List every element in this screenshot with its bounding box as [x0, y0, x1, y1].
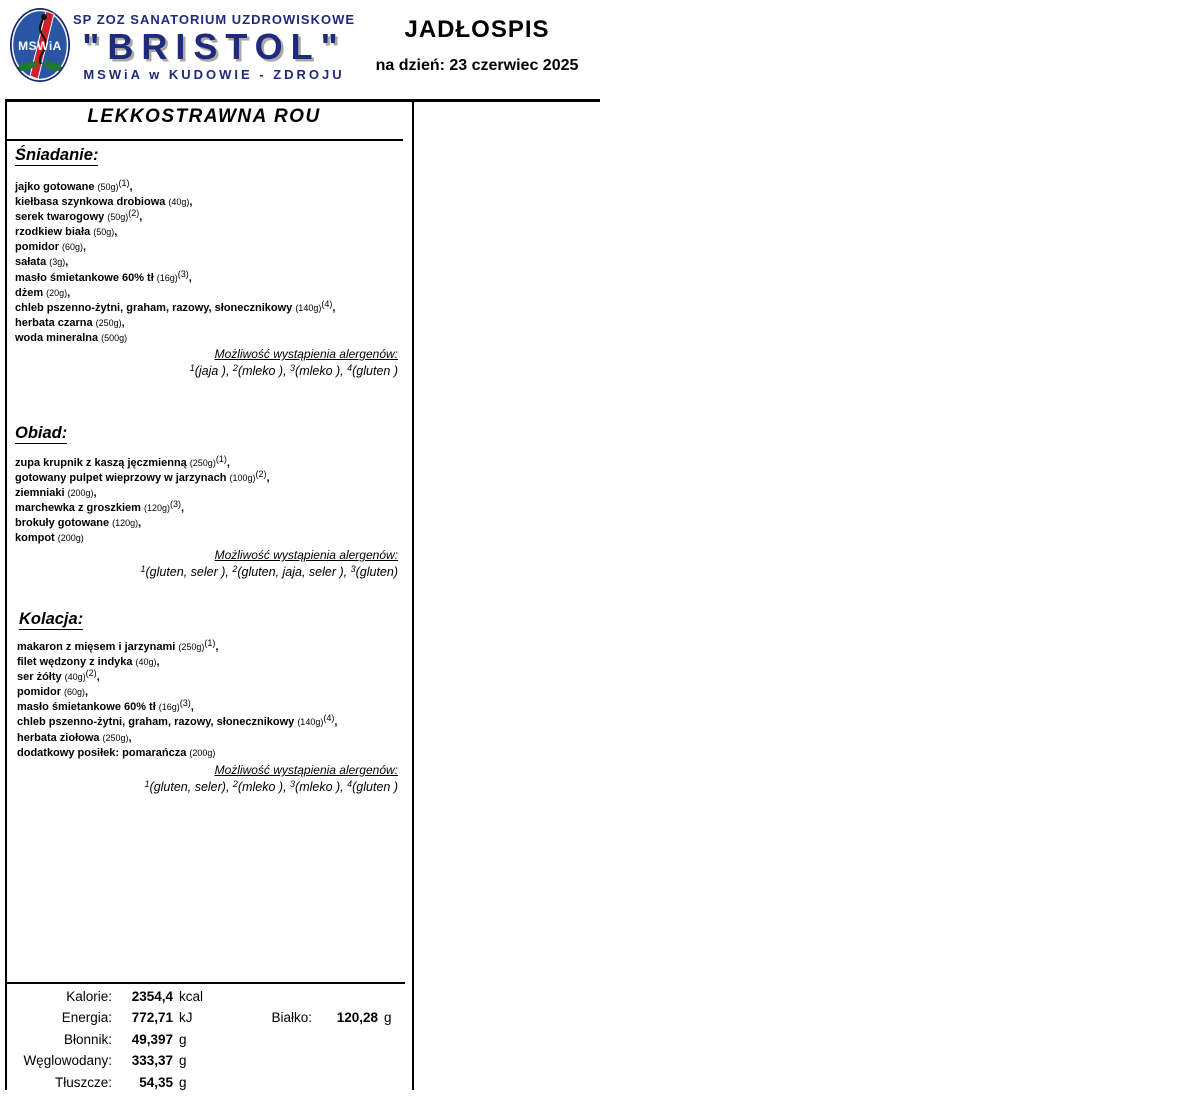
menu-item-portion: (40g): [135, 657, 157, 668]
organization-name-line2: MSWiA w KUDOWIE - ZDROJU: [83, 66, 345, 82]
menu-item: zupa krupnik z kaszą jęczmienną (250g)$^{(1)}$,: [15, 454, 230, 469]
nutrition-unit: g: [384, 1010, 392, 1026]
menu-item-name: herbata ziołowa: [17, 731, 100, 744]
menu-item: [15, 331, 335, 346]
menu-date: na dzień: 23 czerwiec 2025: [375, 57, 579, 74]
menu-item-portion: (16g): [158, 702, 180, 713]
page-title: JADŁOSPIS: [404, 16, 550, 43]
header-rule: [5, 99, 600, 102]
footnote-ref: (4): [321, 298, 333, 309]
organization-block: [72, 12, 356, 82]
footnote-ref: (2): [85, 668, 97, 679]
menu-item: pomidor (60g),: [17, 686, 89, 699]
menu-item-name: marchewka z groszkiem: [15, 502, 141, 515]
menu-item-name: ser żółty: [17, 671, 62, 684]
menu-item-name: zupa krupnik z kaszą jęczmienną: [15, 457, 187, 469]
menu-item-portion: (20g): [46, 287, 68, 298]
menu-item-name: dodatkowy posiłek: pomarańcza: [17, 746, 187, 759]
menu-item-portion: (60g): [64, 687, 86, 698]
nutrition-row-carbs: [0, 1053, 410, 1074]
nutrition-unit: g: [179, 1074, 187, 1090]
menu-item-portion: (250g): [102, 732, 129, 743]
menu-item-name: kompot: [15, 532, 55, 545]
menu-item-name: chleb pszenno-żytni, graham, razowy, słonecznikowy: [17, 716, 295, 729]
nutrition-rule: [5, 982, 405, 984]
menu-item-name: gotowany pulpet wieprzowy w jarzynach: [15, 472, 227, 485]
nutrition-label: Kalorie:: [66, 989, 112, 1004]
menu-item-portion: (50g): [97, 182, 119, 192]
allergen-note-title: Możliwość wystąpienia alergenów:: [214, 548, 398, 562]
menu-item: masło śmietankowe 60% tł (16g)$^{(3)}$,: [15, 268, 192, 284]
footnote-ref: (1): [118, 178, 130, 188]
menu-item: pomidor (60g),: [15, 241, 87, 254]
menu-item-portion: (200g): [57, 533, 84, 544]
dinner-allergens: [15, 762, 398, 795]
menu-item: marchewka z groszkiem (120g)$^{(3)}$,: [15, 499, 185, 515]
left-border: [5, 99, 7, 1090]
menu-item: [15, 531, 270, 546]
menu-item-name: rzodkiew biała: [15, 226, 91, 239]
nutrition-value: 120,28: [336, 1010, 378, 1026]
menu-item: gotowany pulpet wieprzowy w jarzynach (100g)$^{(2)}$,: [15, 469, 270, 485]
menu-item-portion: (50g): [93, 227, 115, 238]
mswia-logo-icon: [8, 5, 72, 87]
menu-item-portion: (250g): [178, 642, 205, 652]
menu-item-portion: (16g): [156, 272, 178, 283]
diet-name: LEKKOSTRAWNA ROU: [87, 106, 321, 127]
allergen-note-title: Możliwość wystąpienia alergenów:: [214, 347, 398, 361]
nutrition-value: 772,71: [131, 1010, 173, 1026]
footnote-ref: (4): [323, 713, 335, 724]
menu-item: sałata (3g),: [15, 256, 69, 269]
menu-item-name: ziemniaki: [15, 487, 65, 500]
footnote-ref: (3): [169, 499, 181, 510]
nutrition-label: Węglowodany:: [23, 1053, 112, 1069]
footnote-ref: (3): [179, 698, 191, 709]
lunch-allergens: [15, 547, 398, 580]
menu-item-name: sałata: [15, 256, 47, 269]
nutrition-row-fat: [0, 1075, 410, 1096]
nutrition-label: Błonnik:: [63, 1031, 112, 1047]
menu-item-name: pomidor: [15, 241, 59, 254]
document-title-block: [352, 16, 602, 75]
nutrition-label: Tłuszcze:: [54, 1074, 112, 1090]
footnote-ref: (2): [255, 469, 267, 480]
menu-item: jajko gotowane (50g)$^{(1)}$,: [15, 178, 133, 193]
menu-item-name: masło śmietankowe 60% tł: [17, 701, 156, 714]
allergen-list: $^1$(jaja ), $^2$(mleko ), $^3$(mleko ), $^4$(gluten ): [189, 362, 398, 378]
breakfast-items: [15, 180, 335, 346]
menu-item: chleb pszenno-żytni, graham, razowy, słonecznikowy (140g)$^{(4)}$,: [17, 713, 338, 729]
lunch-items: [15, 456, 270, 547]
menu-item-portion: (250g): [95, 317, 122, 328]
allergen-list: $^1$(gluten, seler), $^2$(mleko ), $^3$(mleko ), $^4$(gluten ): [144, 778, 398, 794]
menu-item: ser żółty (40g)$^{(2)}$,: [17, 668, 100, 684]
menu-item: ziemniaki (200g),: [15, 487, 97, 500]
column-divider: [412, 101, 414, 1090]
menu-item: dżem (20g),: [15, 286, 71, 299]
menu-item: serek twarogowy (50g)$^{(2)}$,: [15, 208, 143, 224]
menu-item: herbata czarna (250g),: [15, 316, 125, 329]
nutrition-value: 333,37: [131, 1053, 173, 1069]
menu-item-name: filet wędzony z indyka: [17, 656, 133, 669]
footnote-ref: (1): [215, 454, 227, 464]
menu-item-portion: (50g): [107, 212, 129, 223]
nutrition-label: Białko:: [271, 1010, 312, 1026]
menu-item: [17, 746, 337, 761]
menu-item: kiełbasa szynkowa drobiowa (40g),: [15, 196, 193, 209]
menu-item: filet wędzony z indyka (40g),: [17, 656, 160, 669]
menu-item-name: serek twarogowy: [15, 211, 105, 224]
menu-item-name: makaron z mięsem i jarzynami: [17, 641, 176, 653]
nutrition-value: 49,397: [131, 1031, 173, 1047]
nutrition-label: Energia:: [61, 1010, 112, 1026]
footnote-ref: (3): [177, 268, 189, 279]
nutrition-unit: kcal: [179, 989, 204, 1004]
section-heading-lunch: Obiad:: [15, 424, 68, 442]
brand-name: "BRISTOL": [82, 26, 346, 67]
menu-item: makaron z mięsem i jarzynami (250g)$^{(1)}$,: [17, 638, 219, 653]
menu-item-name: chleb pszenno-żytni, graham, razowy, słonecznikowy: [15, 301, 293, 314]
menu-item-name: pomidor: [17, 686, 61, 699]
menu-item: rzodkiew biała (50g),: [15, 226, 118, 239]
menu-item-portion: (250g): [189, 458, 216, 468]
allergen-list: $^1$(gluten, seler ), $^2$(gluten, jaja, seler ), $^3$(gluten): [140, 563, 398, 579]
menu-item-portion: (500g): [101, 332, 128, 343]
section-heading-breakfast: Śniadanie:: [15, 146, 99, 164]
svg-text:MSWiA: MSWiA: [18, 39, 62, 53]
footnote-ref: (2): [128, 208, 140, 219]
menu-item: masło śmietankowe 60% tł (16g)$^{(3)}$,: [17, 698, 194, 714]
section-heading-dinner: Kolacja:: [19, 610, 84, 628]
nutrition-unit: kJ: [179, 1010, 193, 1026]
menu-item-portion: (3g): [49, 257, 66, 268]
menu-item-portion: (40g): [168, 197, 190, 208]
menu-item-portion: (40g): [64, 672, 86, 683]
menu-item: chleb pszenno-żytni, graham, razowy, słonecznikowy (140g)$^{(4)}$,: [15, 298, 336, 314]
menu-item: brokuły gotowane (120g),: [15, 517, 142, 530]
menu-item-name: woda mineralna: [15, 331, 99, 344]
menu-item-name: kiełbasa szynkowa drobiowa: [15, 196, 166, 209]
menu-item-portion: (100g): [229, 473, 256, 484]
nutrition-value: 2354,4: [131, 989, 173, 1004]
menu-item-name: brokuły gotowane: [15, 517, 110, 530]
menu-item-portion: (120g): [143, 503, 170, 514]
menu-item-portion: (120g): [112, 518, 139, 529]
menu-item-portion: (140g): [295, 302, 322, 313]
menu-item-portion: (140g): [297, 717, 324, 728]
organization-name-line1: SP ZOZ SANATORIUM UZDROWISKOWE: [72, 12, 356, 27]
menu-item-portion: (60g): [62, 242, 84, 253]
breakfast-allergens: [15, 346, 398, 379]
menu-item: herbata ziołowa (250g),: [17, 731, 132, 744]
nutrition-summary: [0, 989, 410, 1096]
menu-item-portion: (200g): [67, 488, 94, 499]
dinner-items: [17, 640, 337, 761]
nutrition-value: 54,35: [139, 1074, 173, 1090]
menu-item-name: masło śmietankowe 60% tł: [15, 271, 154, 284]
nutrition-unit: g: [179, 1031, 187, 1047]
nutrition-row-calories: [0, 989, 410, 1010]
nutrition-unit: g: [179, 1053, 187, 1069]
allergen-note-title: Możliwość wystąpienia alergenów:: [214, 763, 398, 777]
menu-item-name: herbata czarna: [15, 316, 93, 329]
menu-item-name: jajko gotowane: [15, 181, 95, 193]
menu-item-name: dżem: [15, 286, 44, 299]
footnote-ref: (1): [204, 638, 216, 648]
nutrition-row-fiber: [0, 1032, 410, 1053]
diet-title-rule: [5, 139, 403, 141]
menu-item-portion: (200g): [189, 747, 216, 758]
nutrition-row-protein: [258, 1010, 392, 1025]
